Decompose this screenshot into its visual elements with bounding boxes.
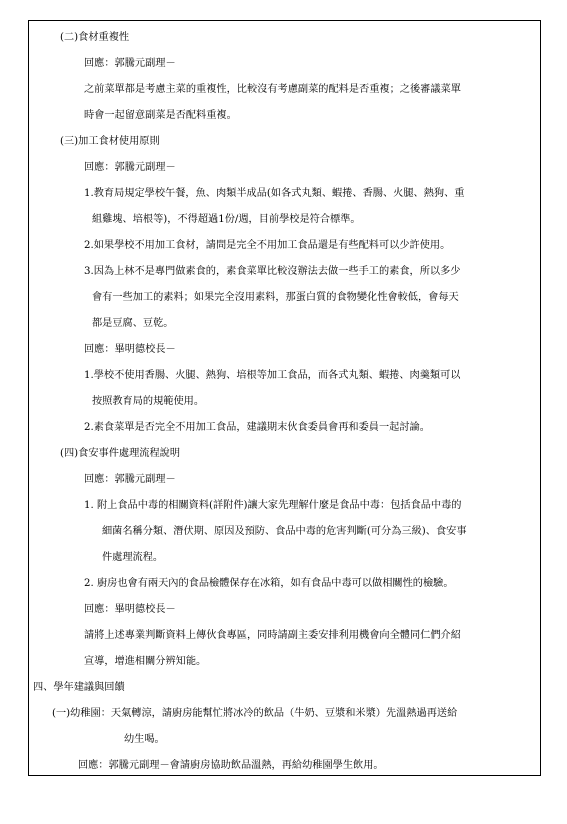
list-item-continuation: 按照教育局的規範使用。 bbox=[92, 396, 205, 407]
section-heading: (四)食安事件處理流程說明 bbox=[60, 448, 181, 459]
paragraph-line: 時會一起留意副菜是否配料重複。 bbox=[84, 110, 237, 121]
response-line: 回應：郭騰元副理－會請廚房協助飲品溫熱，再給幼稚園學生飲用。 bbox=[78, 760, 384, 771]
list-item-continuation: 會有一些加工的素料；如果完全沒用素料，那蛋白質的食物變化性會較低，會每天 bbox=[92, 292, 459, 303]
list-item: 2. 廚房也會有兩天內的食品檢體保存在冰箱，如有食品中毒可以做相關性的檢驗。 bbox=[84, 578, 454, 589]
response-label: 回應：郭騰元副理－ bbox=[84, 58, 176, 69]
list-item-continuation: 都是豆腐、豆乾。 bbox=[92, 318, 174, 329]
list-item: 2.素食菜單是否完全不用加工食品，建議期末伙食委員會再和委員一起討論。 bbox=[84, 422, 430, 433]
section-heading: (二)食材重複性 bbox=[60, 32, 130, 43]
list-item-continuation: 細菌名稱分類、潛伏期、原因及預防、食品中毒的危害判斷(可分為三級)、食安事 bbox=[102, 526, 467, 537]
response-label: 回應：畢明德校長－ bbox=[84, 604, 176, 615]
suggestion-continuation: 幼生喝。 bbox=[124, 734, 165, 745]
paragraph-line: 之前菜單都是考慮主菜的重複性，比較沒有考慮副菜的配料是否重複；之後審議菜單 bbox=[84, 84, 461, 95]
chapter-heading: 四、學年建議與回饋 bbox=[33, 682, 125, 693]
list-item: 1. 附上食品中毒的相關資料(詳附件)讓大家先理解什麼是食品中毒：包括食品中毒的 bbox=[84, 500, 462, 511]
paragraph-line: 宣導，增進相關分辨知能。 bbox=[84, 656, 207, 667]
section-heading: (三)加工食材使用原則 bbox=[60, 136, 160, 147]
response-label: 回應：郭騰元副理－ bbox=[84, 162, 176, 173]
response-label: 回應：郭騰元副理－ bbox=[84, 474, 176, 485]
list-item-continuation: 組雞塊、培根等)，不得超過1份/週，目前學校是符合標準。 bbox=[92, 214, 361, 225]
paragraph-line: 請將上述專業判斷資料上傳伙食專區，同時請副主委安排利用機會向全體同仁們介紹 bbox=[84, 630, 461, 641]
response-label: 回應：畢明德校長－ bbox=[84, 344, 176, 355]
list-item: 3.因為上林不是專門做素食的，素食菜單比較沒辦法去做一些手工的素食，所以多少 bbox=[84, 266, 461, 277]
list-item-continuation: 件處理流程。 bbox=[102, 552, 164, 563]
list-item: 2.如果學校不用加工食材，請問是完全不用加工食品還是有些配料可以少許使用。 bbox=[84, 240, 451, 251]
list-item: 1.學校不使用香腸、火腿、熱狗、培根等加工食品，而各式丸類、蝦捲、肉羹類可以 bbox=[84, 370, 461, 381]
list-item: 1.教育局規定學校午餐，魚、肉類半成品(如各式丸類、蝦捲、香腸、火腿、熱狗、重 bbox=[84, 188, 465, 199]
suggestion-item: (一)幼稚園：天氣轉涼，請廚房能幫忙將冰冷的飲品（牛奶、豆漿和米漿）先溫熱過再送給 bbox=[52, 708, 458, 719]
